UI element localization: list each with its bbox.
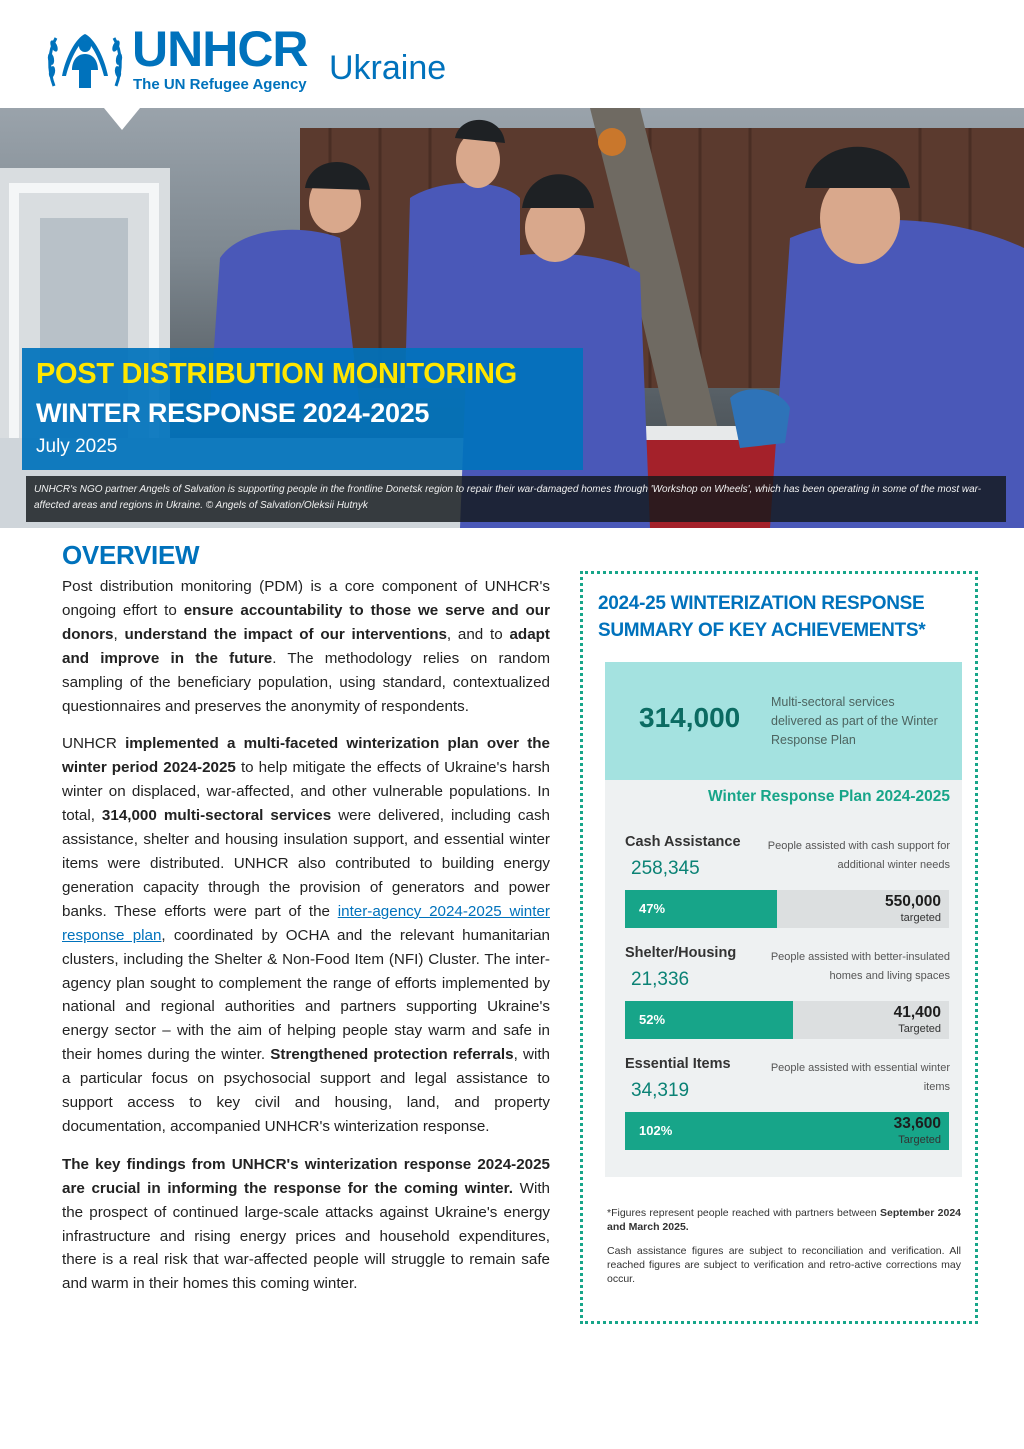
target-value	[894, 1004, 941, 1036]
body-text: , with a particular focus on psychosocial support and legal assistance to support access to key civil and housing, land, and property documentation, accompanied UNHCR's winterization response.	[62, 1046, 550, 1135]
target-label: targeted	[900, 912, 941, 924]
verification-footnote: Cash assistance figures are subject to reconciliation and verification. All reached figures are subject to verification and retro-active corrections may occur.	[607, 1245, 961, 1285]
bold-text: understand the impact of our interventions	[124, 625, 447, 643]
bold-text: ensure accountability to those we serve and our donors	[62, 601, 550, 643]
target-number: 41,400	[893, 1004, 941, 1021]
response-plan-link[interactable]: inter-agency 2024-2025 winter response plan	[62, 902, 550, 944]
summary-panel	[605, 662, 962, 1177]
brand-country: Ukraine	[329, 49, 447, 87]
unhcr-emblem-icon	[46, 26, 124, 96]
brand-subtitle: The UN Refugee Agency	[133, 76, 307, 93]
overview-heading: OVERVIEW	[62, 540, 200, 570]
category-value: 258,345	[631, 858, 700, 879]
bold-text: implemented a multi-faceted winterization plan over the winter period 2024-2025	[62, 735, 550, 777]
bold-text: Strengthened protection referrals	[270, 1046, 514, 1064]
footnote-text: *Figures represent people reached with partners between	[607, 1207, 881, 1219]
body-text: to help mitigate the effects of Ukraine's harsh winter on displaced, war-affected, and other vulnerable populations. In total,	[62, 759, 550, 825]
photo-caption: UNHCR's NGO partner Angels of Salvation is supporting people in the frontline Donetsk region to repair their war-damaged homes through 'Workshop on Wheels', which has been operating in some of the most war-affected areas and regions in Ukraine. © Angels of Salvation/Oleksii Hutnyk	[26, 476, 1006, 522]
header-notch	[104, 108, 140, 130]
category-name: Cash Assistance	[625, 834, 741, 850]
category-shelter-housing	[605, 945, 962, 1055]
footnote-period: September 2024 and March 2025.	[607, 1207, 961, 1233]
overview-body	[62, 575, 550, 1310]
overview-paragraph-1	[62, 575, 550, 718]
progress-percent: 52%	[639, 1012, 666, 1027]
report-subtitle: WINTER RESPONSE 2024-2025	[36, 398, 430, 428]
category-cash-assistance	[605, 834, 962, 944]
progress-percent: 47%	[639, 901, 666, 916]
body-text: Post distribution monitoring (PDM) is a core component of UNHCR's ongoing effort to	[62, 578, 550, 619]
category-value: 21,336	[631, 969, 690, 990]
progress-bar	[625, 890, 949, 928]
category-description: People assisted with essential winter items	[770, 1062, 950, 1093]
bold-text: adapt and improve in the future	[62, 625, 550, 667]
body-text: With the prospect of continued large-scale attacks against Ukraine's energy infrastructure and rising energy prices and household expenditures, there is a real risk that war-affected people will struggle to remain safe and warm in their homes this coming winter.	[62, 1179, 550, 1293]
overview-paragraph-3	[62, 1153, 550, 1296]
summary-box	[580, 571, 978, 1324]
category-essential-items	[605, 1056, 962, 1166]
category-name: Shelter/Housing	[625, 945, 737, 961]
overview-paragraph-2	[62, 732, 550, 1138]
bold-text: The key findings from UNHCR's winterization response 2024-2025 are crucial in informing the response for the coming winter.	[62, 1155, 550, 1197]
category-value: 34,319	[631, 1080, 690, 1101]
category-description: People assisted with cash support for additional winter needs	[767, 840, 950, 871]
total-services-description: Multi-sectoral services delivered as part of the Winter Response Plan	[771, 695, 938, 747]
category-name: Essential Items	[625, 1056, 731, 1072]
title-box	[22, 348, 583, 470]
body-text: were delivered, including cash assistance, shelter and housing insulation support, and essential winter items were distributed. UNHCR also contributed to building energy generation capacity through the provision of generators and power banks. These efforts were part of the	[62, 807, 550, 920]
body-text: , coordinated by OCHA and the relevant humanitarian clusters, including the Shelter & Non-Food Item (NFI) Cluster. The inter-agency plan sought to complement the range of efforts implemented by national and regional authorities and partners supporting Ukraine's energy sector – with the aim of helping people stay warm and safe in their homes during the winter.	[62, 926, 550, 1064]
progress-bar	[625, 1112, 949, 1150]
total-services-kpi	[605, 662, 962, 780]
target-label: Targeted	[898, 1023, 941, 1035]
plan-label: Winter Response Plan 2024-2025	[708, 788, 950, 805]
category-description: People assisted with better-insulated homes and living spaces	[770, 951, 950, 982]
target-number: 33,600	[893, 1115, 941, 1132]
target-label: Targeted	[898, 1134, 941, 1146]
brand-name: UNHCR	[132, 21, 308, 77]
total-services-value: 314,000	[639, 702, 741, 733]
progress-percent: 102%	[639, 1123, 673, 1138]
summary-title: 2024-25 WINTERIZATION RESPONSE SUMMARY OF KEY ACHIEVEMENTS*	[598, 593, 926, 641]
page-header	[0, 0, 1024, 108]
bold-text: 314,000 multi-sectoral services	[101, 807, 332, 825]
target-value	[894, 1115, 941, 1147]
body-text: ,	[113, 625, 125, 643]
report-date: July 2025	[36, 436, 118, 457]
target-number: 550,000	[884, 893, 941, 910]
target-value	[885, 893, 941, 925]
body-text: UNHCR	[62, 735, 126, 753]
report-title: POST DISTRIBUTION MONITORING	[36, 358, 517, 390]
body-text: . The methodology relies on random sampling of the beneficiary population, using standard, contextualized questionnaires and preserves the anonymity of respondents.	[62, 649, 551, 715]
progress-bar	[625, 1001, 949, 1039]
body-text: , and to	[446, 625, 510, 643]
figures-footnote	[607, 1206, 961, 1234]
